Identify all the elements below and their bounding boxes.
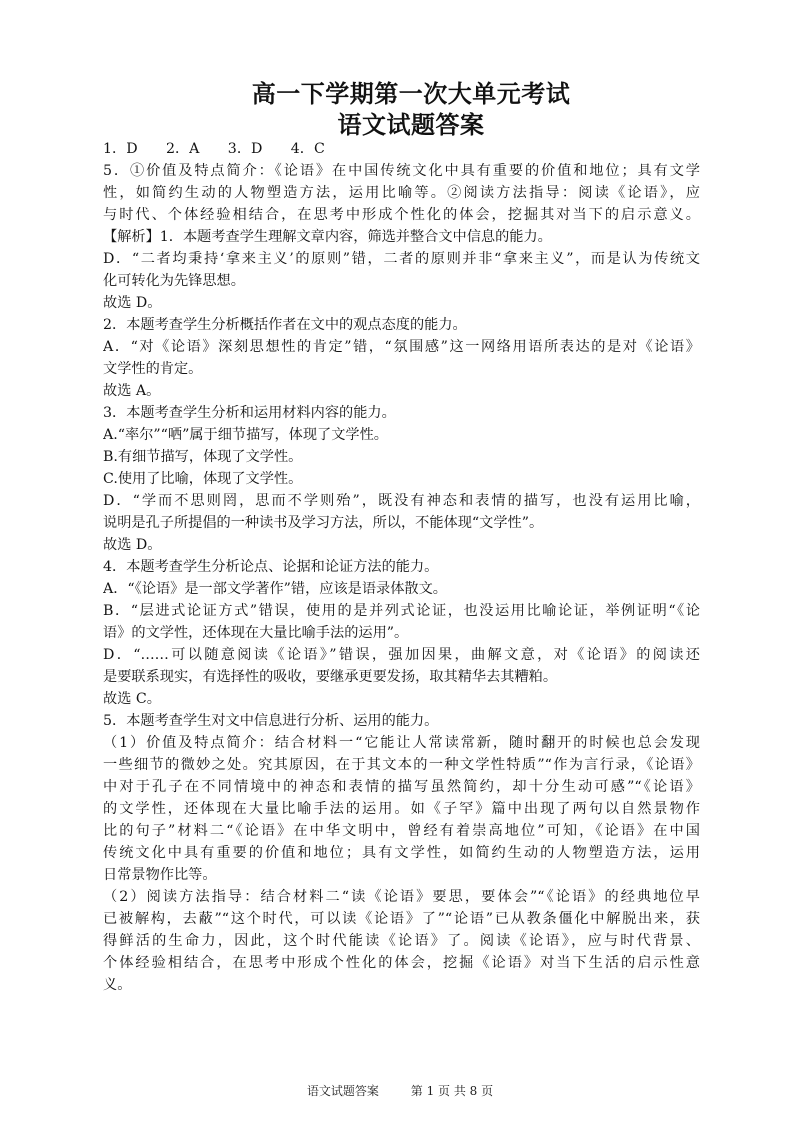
- text-line: 1．D 2．A 3．D 4．C: [103, 141, 325, 157]
- text-line: （1）价值及特点简介：结合材料一“它能让人常读常新，随时翻开的时候也总会发现: [103, 735, 700, 751]
- text-line: D．“……可以随意阅读《论语》”错误，强加因果，曲解文意，对《论语》的阅读还: [103, 647, 700, 663]
- text-line: 故选 D。: [103, 537, 162, 553]
- text-line: 义。: [103, 977, 132, 993]
- page-footer: [0, 1083, 800, 1099]
- text-line: D．“二者均秉持‘拿来主义’的原则”错，二者的原则并非“拿来主义”，而是认为传统文: [103, 251, 700, 267]
- text-line: A．“对《论语》深刻思想性的肯定”错，“氛围感”这一网络用语所表达的是对《论语》: [103, 339, 700, 355]
- text-line: 3．本题考查学生分析和运用材料内容的能力。: [103, 405, 396, 421]
- text-line: 文学性的肯定。: [103, 361, 203, 377]
- text-line: 中对于孔子在不同情境中的神态和表情的描写虽然简约，却十分生动可感”“《论语》: [103, 779, 700, 795]
- text-line: 的文学性，还体现在大量比喻手法的运用。如《子罕》篇中出现了两句以自然景物作: [103, 801, 700, 817]
- text-line: 故选 C。: [103, 691, 161, 707]
- text-line: 是要联系现实，有选择性的吸收，要继承更要发扬，取其精华去其糟粕。: [103, 669, 558, 685]
- footer-page-number: 第 1 页 共 8 页: [410, 1084, 494, 1098]
- text-line: 5．①价值及特点简介：《论语》在中国传统文化中具有重要的价值和地位；具有文学: [103, 163, 700, 179]
- text-line: 与时代、个体经验相结合，在思考中形成个性化的体会，挖掘其对当下的启示意义。: [103, 207, 700, 223]
- answer-body: [103, 138, 700, 996]
- text-line: B.有细节描写，体现了文学性。: [103, 449, 303, 465]
- title-line-sub: 语文试题答案: [337, 110, 485, 139]
- text-line: 4．本题考查学生分析论点、论据和论证方法的能力。: [103, 559, 439, 575]
- text-line: 语》的文学性，还体现在大量比喻手法的运用”。: [103, 625, 409, 641]
- text-line: A．“《论语》是一部文学著作”错，应该是语录体散文。: [103, 581, 447, 597]
- text-line: 化可转化为先锋思想。: [103, 273, 245, 289]
- text-line: 得鲜活的生命力，因此，这个时代能读《论语》了。阅读《论语》，应与时代背景、: [103, 933, 700, 949]
- text-line: （2）阅读方法指导：结合材料二“读《论语》要思，要体会”“《论语》的经典地位早: [103, 889, 700, 905]
- text-line: 5．本题考查学生对文中信息进行分析、运用的能力。: [103, 713, 439, 729]
- text-line: D．“学而不思则罔，思而不学则殆”，既没有神态和表情的描写，也没有运用比喻，: [103, 493, 700, 509]
- text-line: B．“层进式论证方式”错误，使用的是并列式论证，也没运用比喻论证，举例证明“《论: [103, 603, 700, 619]
- text-line: 说明是孔子所提倡的一种读书及学习方法，所以，不能体现“文学性”。: [103, 515, 544, 531]
- document-title: [0, 78, 800, 140]
- text-line: 故选 D。: [103, 295, 162, 311]
- text-line: 【解析】1．本题考查学生理解文章内容，筛选并整合文中信息的能力。: [103, 229, 552, 245]
- text-line: C.使用了比喻，体现了文学性。: [103, 471, 303, 487]
- text-line: 性，如简约生动的人物塑造方法，运用比喻等。②阅读方法指导：阅读《论语》，应: [103, 185, 700, 201]
- text-line: 日常景物作比等。: [103, 867, 217, 883]
- footer-doc-name: 语文试题答案: [306, 1084, 379, 1098]
- text-line: 比的句子”材料二“《论语》在中华文明中，曾经有着崇高地位”可知，《论语》在中国: [103, 823, 700, 839]
- text-line: A.“率尔”“哂”属于细节描写，体现了文学性。: [103, 427, 388, 443]
- text-line: 一些细节的微妙之处。究其原因，在于其文本的一种文学性特质”“作为言行录，《论语》: [103, 757, 700, 773]
- text-line: 个体经验相结合，在思考中形成个性化的体会，挖掘《论语》对当下生活的启示性意: [103, 955, 700, 971]
- text-line: 传统文化中具有重要的价值和地位；具有文学性，如简约生动的人物塑造方法，运用: [103, 845, 700, 861]
- text-line: 已被解构，去蔽”“这个时代，可以读《论语》了”“论语”已从教条僵化中解脱出来，获: [103, 911, 700, 927]
- text-line: 2．本题考查学生分析概括作者在文中的观点态度的能力。: [103, 317, 467, 333]
- title-line-main: 高一下学期第一次大单元考试: [251, 79, 571, 108]
- text-line: 故选 A。: [103, 383, 161, 399]
